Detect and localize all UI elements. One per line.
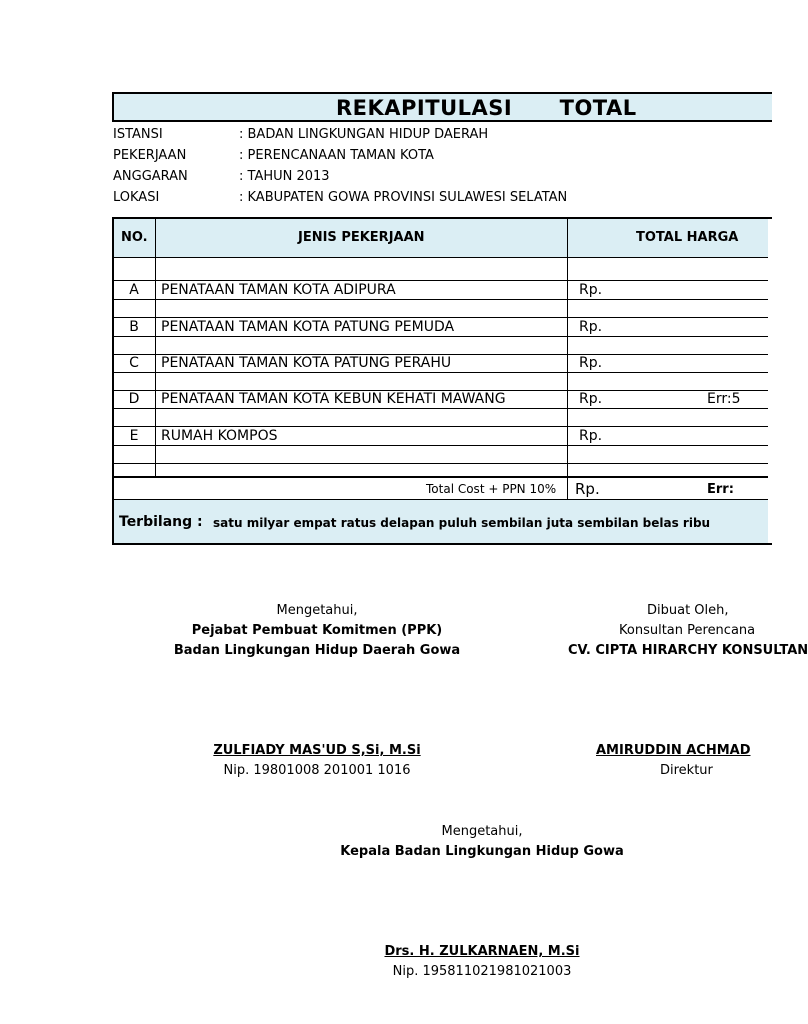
row-line bbox=[114, 445, 768, 446]
row-c-no: C bbox=[129, 355, 139, 371]
row-b-no: B bbox=[129, 319, 139, 335]
row-line bbox=[114, 317, 768, 318]
row-line bbox=[114, 426, 768, 427]
header-total-harga: TOTAL HARGA bbox=[636, 230, 739, 245]
info-value-anggaran: : TAHUN 2013 bbox=[239, 169, 330, 184]
col-divider-total bbox=[567, 219, 568, 500]
left-org: Badan Lingkungan Hidup Daerah Gowa bbox=[173, 643, 461, 658]
info-value-istansi: : BADAN LINGKUNGAN HIDUP DAERAH bbox=[239, 127, 489, 142]
row-e-name: RUMAH KOMPOS bbox=[161, 428, 278, 444]
row-d-name: PENATAAN TAMAN KOTA KEBUN KEHATI MAWANG bbox=[161, 391, 506, 407]
info-label-pekerjaan: PEKERJAAN bbox=[113, 148, 187, 163]
row-a-rp: Rp. bbox=[579, 282, 603, 298]
page-title: REKAPITULASI TOTAL bbox=[336, 96, 637, 120]
row-d-value: Err:5 bbox=[707, 391, 741, 407]
left-signer-name: ZULFIADY MAS'UD S,Si, M.Si bbox=[213, 743, 421, 758]
row-d-rp: Rp. bbox=[579, 391, 603, 407]
right-greeting: Dibuat Oleh, bbox=[647, 603, 729, 618]
terbilang-text: satu milyar empat ratus delapan puluh sembilan juta sembilan belas ribu bbox=[213, 516, 711, 530]
total-label: Total Cost + PPN 10% bbox=[426, 482, 557, 496]
total-value: Err: bbox=[707, 482, 734, 497]
row-line bbox=[114, 499, 768, 500]
right-signer-name: AMIRUDDIN ACHMAD bbox=[596, 743, 751, 758]
row-line bbox=[114, 336, 768, 337]
row-a-no: A bbox=[129, 282, 139, 298]
total-divider bbox=[114, 476, 768, 478]
info-value-pekerjaan: : PERENCANAAN TAMAN KOTA bbox=[239, 148, 434, 163]
info-value-lokasi: : KABUPATEN GOWA PROVINSI SULAWESI SELATAN bbox=[239, 190, 568, 205]
right-position: Direktur bbox=[660, 763, 713, 778]
row-c-rp: Rp. bbox=[579, 355, 603, 371]
row-line bbox=[114, 408, 768, 409]
info-label-istansi: ISTANSI bbox=[113, 127, 163, 142]
total-rp: Rp. bbox=[575, 480, 600, 498]
col-divider-no bbox=[155, 219, 156, 478]
row-c-name: PENATAAN TAMAN KOTA PATUNG PERAHU bbox=[161, 355, 452, 371]
row-e-rp: Rp. bbox=[579, 428, 603, 444]
info-label-anggaran: ANGGARAN bbox=[113, 169, 188, 184]
bottom-role: Kepala Badan Lingkungan Hidup Gowa bbox=[340, 844, 624, 859]
header-jenis-pekerjaan: JENIS PEKERJAAN bbox=[298, 230, 425, 245]
left-nip: Nip. 19801008 201001 1016 bbox=[223, 763, 411, 778]
bottom-greeting: Mengetahui, bbox=[441, 824, 523, 839]
right-org: CV. CIPTA HIRARCHY KONSULTAN bbox=[568, 643, 808, 658]
terbilang-label: Terbilang : bbox=[119, 514, 203, 530]
row-line bbox=[114, 280, 768, 281]
title-box bbox=[112, 92, 772, 122]
row-b-name: PENATAAN TAMAN KOTA PATUNG PEMUDA bbox=[161, 319, 455, 335]
row-d-no: D bbox=[128, 391, 140, 407]
bottom-signer-name: Drs. H. ZULKARNAEN, M.Si bbox=[384, 944, 580, 959]
row-line bbox=[114, 372, 768, 373]
row-line bbox=[114, 463, 768, 464]
right-role: Konsultan Perencana bbox=[619, 623, 756, 638]
row-e-no: E bbox=[129, 428, 139, 444]
left-role: Pejabat Pembuat Komitmen (PPK) bbox=[191, 623, 443, 638]
bottom-nip: Nip. 195811021981021003 bbox=[392, 964, 572, 979]
row-b-rp: Rp. bbox=[579, 319, 603, 335]
row-a-name: PENATAAN TAMAN KOTA ADIPURA bbox=[161, 282, 396, 298]
row-line bbox=[114, 299, 768, 300]
left-greeting: Mengetahui, bbox=[276, 603, 358, 618]
info-label-lokasi: LOKASI bbox=[113, 190, 160, 205]
header-no: NO. bbox=[121, 230, 148, 245]
